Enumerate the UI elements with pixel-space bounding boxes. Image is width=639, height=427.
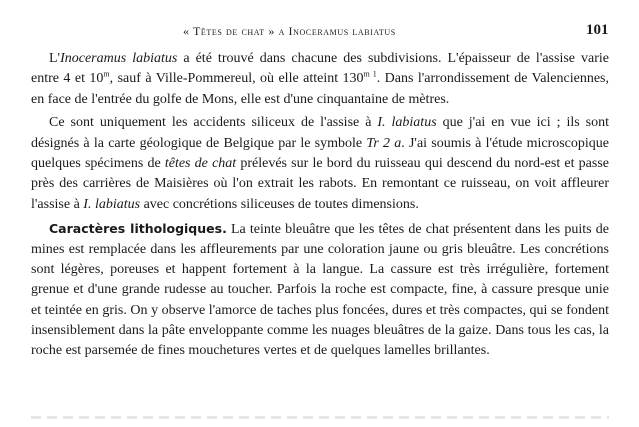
paragraph-distribution [31, 49, 609, 110]
text-run: a été trouvé dans chacune des subdivisions. L'épaisseur de l'assise varie entre 4 et 10 [31, 51, 610, 87]
taxon-name: Inoceramus labiatus [60, 51, 178, 66]
taxon-name: I. labiatus [377, 115, 437, 131]
text-run: que j'ai en vue ici ; ils sont désignés à la carte géologique de Belgique par le symbole [31, 115, 609, 151]
section-heading: Caractères lithologiques. [49, 220, 227, 236]
text-run: , sauf à Ville-Pommereul, où elle atteint 130 [109, 71, 364, 87]
text-run: prélevés sur le bord du ruisseau qui descend du nord-est et passe près des carrières de Maisières où l'on extrait les rabots. En remontant ce ruisseau, on voit affleurer l'assise à [31, 156, 610, 212]
running-title: « Têtes de chat » a Inoceramus labiatus [183, 24, 396, 38]
text-run: avec concrétions siliceuses de toutes dimensions. [140, 196, 419, 212]
page-number: 101 [586, 22, 609, 38]
unit-superscript: m [103, 69, 110, 79]
bleed-through-line [31, 416, 609, 419]
paragraph-lithology [31, 219, 609, 362]
text-run: Ce sont uniquement les accidents siliceux de l'assise à [49, 115, 378, 131]
paragraph-siliceous-accidents [31, 113, 609, 214]
term-tetes-de-chat: têtes de chat [164, 156, 237, 172]
text-run: . J'ai soumis à l'étude microscopique quelques spécimens de [31, 135, 609, 172]
footnote-marker: m 1 [363, 69, 377, 79]
body-text [31, 49, 609, 365]
text-run: La teinte bleuâtre que les têtes de chat présentent dans les puits de mines est remplacée dans les affleurements par une coloration jaune ou gris bleuâtre. Les concrétions sont légères, poreuses et happent fortement à la langue. La cassure est très irrégulière, fortement grenue et d'une grande rudesse au toucher. Parfois la roche est compacte, fine, à cassure presque unie et teintée en gris. On y observe l'amorce de taches plus foncées, dures et très compactes, qui se fondent insensiblement dans la pâte enveloppante comme les nuages bleuâtres de la gaize. Dans tous les cas, la roche est parsemée de fines mouchetures vertes et de quelques lamelles brillantes. [31, 221, 610, 359]
text-run: . Dans l'arrondissement de Valenciennes, en face de l'entrée du golfe de Mons, elle est d'une cinquantaine de mètres. [31, 71, 609, 107]
page-header [0, 24, 639, 42]
map-symbol: Tr 2 a [366, 135, 402, 151]
text-run: L' [49, 51, 61, 66]
taxon-name: I. labiatus [83, 196, 141, 212]
